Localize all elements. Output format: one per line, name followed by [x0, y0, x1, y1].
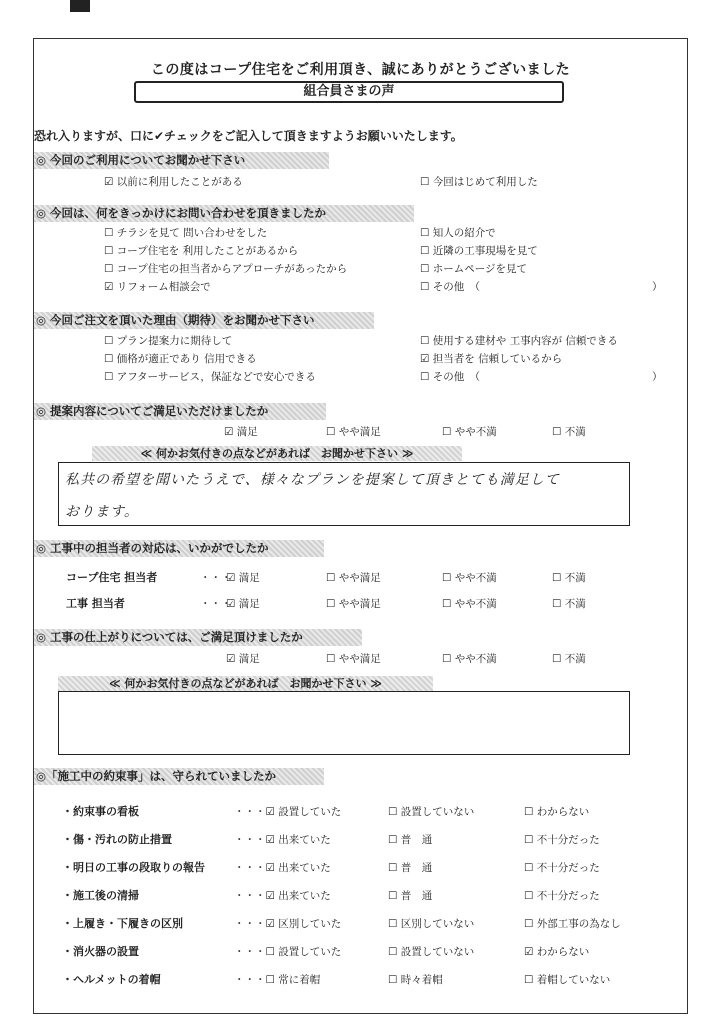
- rule-option-neutral[interactable]: ☐ 普 通: [388, 890, 433, 902]
- rule-option-neutral[interactable]: ☐ 普 通: [388, 834, 433, 846]
- option-nearby-site[interactable]: ☐ 近隣の工事現場を見て: [420, 245, 538, 257]
- rule-option-negative[interactable]: ☐ わからない: [524, 806, 590, 818]
- rule-option-negative[interactable]: ☐ 不十分だった: [524, 890, 600, 902]
- page-title: この度はコープ住宅をご利用頂き、誠にありがとうございました: [150, 62, 571, 78]
- option-used-before[interactable]: ☑ 以前に利用したことがある: [104, 176, 243, 188]
- coop-staff-dissatisfied[interactable]: ☐ 不満: [552, 572, 586, 584]
- section-usage-title: ◎ 今回のご利用についてお聞かせ下さい: [34, 152, 245, 169]
- rule-option-positive[interactable]: ・・・☐ 設置していた: [234, 946, 342, 958]
- rule-label: ・傷・汚れの防止措置: [62, 833, 172, 846]
- survey-form: [33, 38, 688, 1014]
- coop-staff-dots: ・・・: [200, 572, 232, 584]
- option-homepage[interactable]: ☐ ホームページを見て: [420, 263, 528, 275]
- finish-somewhat-satisfied[interactable]: ☐ やや満足: [326, 653, 381, 665]
- rule-option-negative[interactable]: ☐ 着帽していない: [524, 974, 611, 986]
- section-trigger-title: ◎ 今回は、何をきっかけにお問い合わせを頂きましたか: [34, 205, 326, 222]
- construction-staff-somewhat-satisfied[interactable]: ☐ やや満足: [326, 598, 381, 610]
- coop-staff-somewhat-dissatisfied[interactable]: ☐ やや不満: [442, 572, 497, 584]
- finish-somewhat-dissatisfied[interactable]: ☐ やや不満: [442, 653, 497, 665]
- rule-option-negative[interactable]: ☐ 外部工事の為なし: [524, 918, 621, 930]
- rule-option-neutral[interactable]: ☐ 設置していない: [388, 806, 475, 818]
- option-materials-trust[interactable]: ☐ 使用する建材や 工事内容が 信頼できる: [420, 335, 618, 347]
- option-other-trigger[interactable]: ☐ その他 （: [420, 281, 481, 293]
- option-flyer[interactable]: ☐ チラシを見て 問い合わせをした: [104, 227, 268, 239]
- option-approach[interactable]: ☐ コープ住宅の担当者からアプローチがあったから: [104, 263, 348, 275]
- proposal-dissatisfied[interactable]: ☐ 不満: [552, 426, 586, 438]
- rule-option-neutral[interactable]: ☐ 時々着帽: [388, 974, 443, 986]
- option-after-service[interactable]: ☐ アフターサービス，保証などで安心できる: [104, 371, 316, 383]
- section-reason-title: ◎ 今回ご注文を頂いた理由（期待）をお聞かせ下さい: [34, 312, 315, 329]
- form-subtitle: 組合員さまの声: [134, 81, 564, 103]
- rule-option-positive[interactable]: ・・・☐ 常に着帽: [234, 974, 321, 986]
- option-staff-trust[interactable]: ☑ 担当者を 信頼しているから: [420, 353, 563, 365]
- option-referral[interactable]: ☐ 知人の紹介で: [420, 227, 496, 239]
- proposal-comment-label: ≪ 何かお気付きの点などがあれば お聞かせ下さい ≫: [92, 446, 462, 461]
- option-other-reason[interactable]: ☐ その他 （: [420, 371, 481, 383]
- rule-label: ・消火器の設置: [62, 945, 139, 958]
- scan-corner-mark: [70, 0, 90, 12]
- proposal-comment-line2: おります。: [65, 504, 139, 520]
- instruction-text: 恐れ入りますが、口に✔チェックをご記入して頂きますようお願いいたします。: [34, 129, 463, 143]
- construction-staff-dissatisfied[interactable]: ☐ 不満: [552, 598, 586, 610]
- other-close-paren: ）: [652, 281, 663, 293]
- option-reform-fair[interactable]: ☑ リフォーム相談会で: [104, 281, 211, 293]
- section-staff-title: ◎ 工事中の担当者の対応は、いかがでしたか: [34, 540, 269, 557]
- rule-option-positive[interactable]: ・・・☑ 出来ていた: [234, 834, 331, 846]
- rule-option-negative[interactable]: ☐ 不十分だった: [524, 862, 600, 874]
- rule-option-positive[interactable]: ・・・☑ 出来ていた: [234, 862, 331, 874]
- rule-option-positive[interactable]: ・・・☑ 区別していた: [234, 918, 342, 930]
- rule-label: ・上履き・下履きの区別: [62, 917, 183, 930]
- finish-satisfied[interactable]: ☑ 満足: [226, 653, 260, 665]
- rule-label: ・施工後の清掃: [62, 889, 139, 902]
- rule-option-neutral[interactable]: ☐ 普 通: [388, 862, 433, 874]
- option-plan-proposal[interactable]: ☐ プラン提案力に期待して: [104, 335, 233, 347]
- rule-label: ・明日の工事の段取りの報告: [62, 861, 205, 874]
- rule-option-neutral[interactable]: ☐ 区別していない: [388, 918, 475, 930]
- rule-option-neutral[interactable]: ☐ 設置していない: [388, 946, 475, 958]
- option-fair-price[interactable]: ☐ 価格が適正であり 信用できる: [104, 353, 257, 365]
- proposal-somewhat-satisfied[interactable]: ☐ やや満足: [326, 426, 381, 438]
- coop-staff-satisfied[interactable]: ☑ 満足: [226, 572, 260, 584]
- section-finish-title: ◎ 工事の仕上がりについては、ご満足頂けましたか: [34, 629, 303, 646]
- construction-staff-satisfied[interactable]: ☑ 満足: [226, 598, 260, 610]
- construction-staff-somewhat-dissatisfied[interactable]: ☐ やや不満: [442, 598, 497, 610]
- proposal-satisfied[interactable]: ☑ 満足: [224, 426, 258, 438]
- finish-comment-label: ≪ 何かお気付きの点などがあれば お聞かせ下さい ≫: [58, 676, 433, 691]
- rule-option-negative[interactable]: ☐ 不十分だった: [524, 834, 600, 846]
- section-rules-title: ◎「施工中の約束事」は、守られていましたか: [34, 768, 276, 785]
- other-close-paren: ）: [652, 371, 663, 383]
- finish-comment-box[interactable]: [58, 691, 630, 755]
- coop-staff-label: コープ住宅 担当者: [66, 571, 158, 584]
- section-proposal-title: ◎ 提案内容についてご満足いただけましたか: [34, 403, 268, 420]
- coop-staff-somewhat-satisfied[interactable]: ☐ やや満足: [326, 572, 381, 584]
- proposal-comment-line1: 私共の希望を聞いたうえで、様々なプランを提案して頂きとても満足して: [65, 472, 560, 488]
- option-first-time[interactable]: ☐ 今回はじめて利用した: [420, 176, 538, 188]
- construction-staff-label: 工事 担当者: [66, 597, 125, 610]
- rule-label: ・ヘルメットの着帽: [62, 973, 161, 986]
- rule-option-positive[interactable]: ・・・☑ 設置していた: [234, 806, 342, 818]
- rule-option-positive[interactable]: ・・・☑ 出来ていた: [234, 890, 331, 902]
- rule-label: ・約束事の看板: [62, 805, 139, 818]
- rule-option-negative[interactable]: ☑ わからない: [524, 946, 590, 958]
- finish-dissatisfied[interactable]: ☐ 不満: [552, 653, 586, 665]
- proposal-somewhat-dissatisfied[interactable]: ☐ やや不満: [442, 426, 497, 438]
- construction-staff-dots: ・・・: [200, 598, 232, 610]
- proposal-comment-box[interactable]: [58, 462, 630, 526]
- option-used-coop[interactable]: ☐ コープ住宅を 利用したことがあるから: [104, 245, 299, 257]
